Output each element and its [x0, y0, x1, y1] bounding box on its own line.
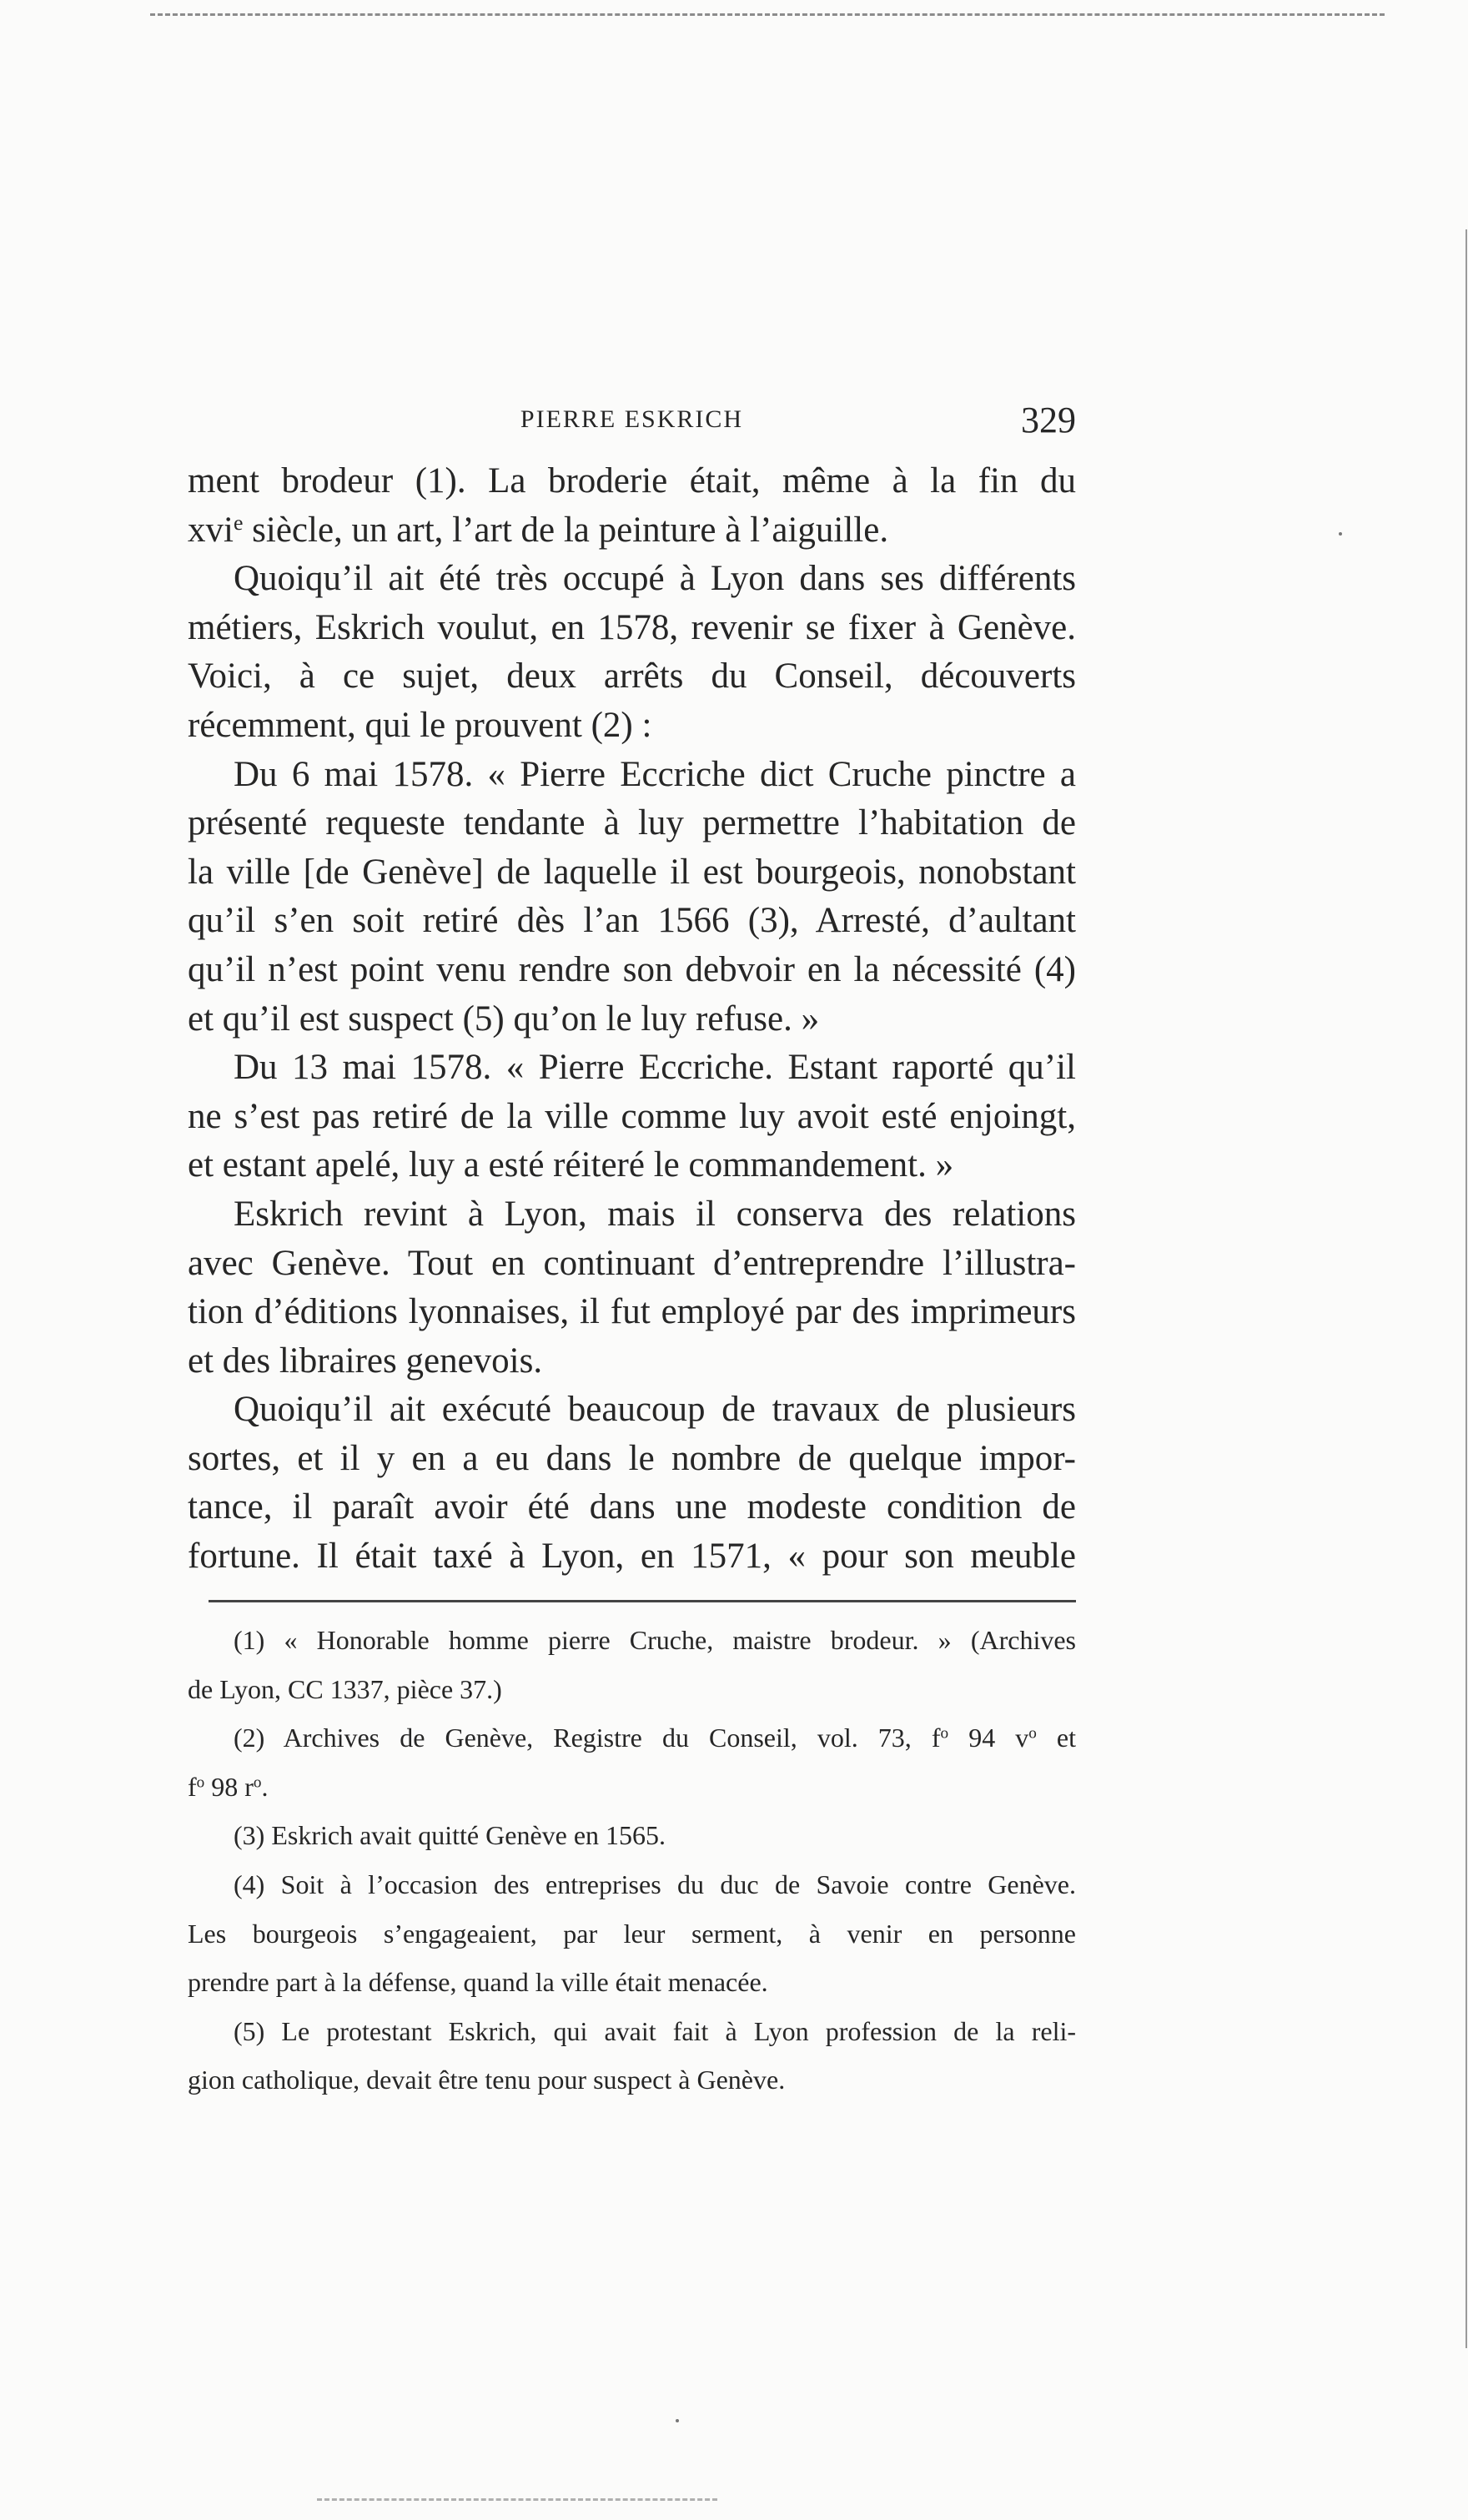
- text-line: tion d’éditions lyonnaises, il fut employé par des imprimeurs: [188, 1292, 1076, 1332]
- text-line: avec Genève. Tout en continuant d’entreprendre l’illustra-: [188, 1243, 1076, 1283]
- footnote-3: (3) Eskrich avait quitté Genève en 1565.: [234, 1820, 666, 1851]
- text-span: et: [1036, 1723, 1077, 1753]
- text-line: sortes, et il y en a eu dans le nombre de quelque impor-: [188, 1438, 1076, 1478]
- text-line: ne s’est pas retiré de la ville comme luy avoit esté enjoingt,: [188, 1096, 1076, 1136]
- superscript: e: [233, 510, 244, 535]
- paragraph-start: Du 13 mai 1578. « Pierre Eccriche. Estant raporté qu’il: [234, 1048, 1076, 1088]
- footnote-rule: [209, 1600, 1076, 1602]
- footnote-2: [188, 1718, 1076, 1767]
- body-text: [188, 457, 1076, 1582]
- text-line: et des libraires genevois.: [188, 1340, 543, 1381]
- text-line: [188, 506, 1076, 556]
- text-span: siècle, un art, l’art de la peinture à l’aiguille.: [243, 510, 889, 550]
- footnote-line: prendre part à la défense, quand la ville était menacée.: [188, 1967, 768, 1998]
- running-title: PIERRE ESKRICH: [520, 405, 744, 433]
- text-line: qu’il s’en soit retiré dès l’an 1566 (3), Arresté, d’aultant: [188, 901, 1076, 941]
- paragraph-start: Quoiqu’il ait été très occupé à Lyon dans ses différents: [234, 559, 1076, 599]
- text-line: tance, il paraît avoir été dans une modeste condition de: [188, 1487, 1076, 1527]
- scan-speck: [1339, 532, 1342, 536]
- text-span: (2) Archives de Genève, Registre du Conseil, vol. 73, f: [234, 1723, 941, 1753]
- footnote-line: [188, 1767, 1076, 1816]
- page-number: 329: [1021, 400, 1076, 440]
- footnotes: [188, 1620, 1076, 2109]
- scan-top-dashed-rule: [150, 13, 1385, 16]
- text-line: présenté requeste tendante à luy permettre l’habitation de: [188, 803, 1076, 843]
- text-line: la ville [de Genève] de laquelle il est bourgeois, nonobstant: [188, 852, 1076, 892]
- text-line: qu’il n’est point venu rendre son debvoir en la nécessité (4): [188, 949, 1076, 989]
- text-span: f: [188, 1771, 197, 1802]
- footnote-5: (5) Le protestant Eskrich, qui avait fait à Lyon profession de la reli-: [234, 2015, 1076, 2046]
- footnote-line: Les bourgeois s’engageaient, par leur serment, à venir en personne: [188, 1918, 1076, 1949]
- superscript: o: [1028, 1724, 1037, 1743]
- paragraph-start: Du 6 mai 1578. « Pierre Eccriche dict Cruche pinctre a: [234, 754, 1076, 794]
- text-line: récemment, qui le prouvent (2) :: [188, 705, 652, 745]
- paragraph-start: Eskrich revint à Lyon, mais il conserva des relations: [234, 1194, 1076, 1234]
- superscript: o: [940, 1724, 949, 1743]
- text-span: .: [261, 1771, 269, 1802]
- footnote-1: (1) « Honorable homme pierre Cruche, maistre brodeur. » (Archives: [234, 1625, 1076, 1655]
- text-span: 98 r: [204, 1771, 254, 1802]
- paragraph-start: Quoiqu’il ait exécuté beaucoup de travaux de plusieurs: [234, 1390, 1076, 1430]
- scan-speck: [676, 2419, 679, 2422]
- text-line: et estant apelé, luy a esté réiteré le commandement. »: [188, 1145, 954, 1185]
- footnote-line: gion catholique, devait être tenu pour suspect à Genève.: [188, 2065, 786, 2095]
- text-line: ment brodeur (1). La broderie était, même à la fin du: [188, 461, 1076, 500]
- superscript: o: [196, 1773, 205, 1792]
- footnote-4: (4) Soit à l’occasion des entreprises du duc de Savoie contre Genève.: [234, 1869, 1076, 1899]
- scan-bottom-dots: [317, 2498, 717, 2501]
- scan-page-edge: [1465, 229, 1467, 2348]
- superscript: o: [253, 1773, 262, 1792]
- text-line: métiers, Eskrich voulut, en 1578, revenir se fixer à Genève.: [188, 607, 1076, 647]
- text-line: fortune. Il était taxé à Lyon, en 1571, « pour son meuble: [188, 1537, 1076, 1577]
- text-line: Voici, à ce sujet, deux arrêts du Conseil, découverts: [188, 656, 1076, 697]
- footnote-line: de Lyon, CC 1337, pièce 37.): [188, 1673, 502, 1704]
- text-span: xvi: [188, 510, 234, 550]
- running-head: [188, 399, 1076, 449]
- text-span: 94 v: [948, 1723, 1029, 1753]
- text-line: et qu’il est suspect (5) qu’on le luy refuse. »: [188, 998, 820, 1039]
